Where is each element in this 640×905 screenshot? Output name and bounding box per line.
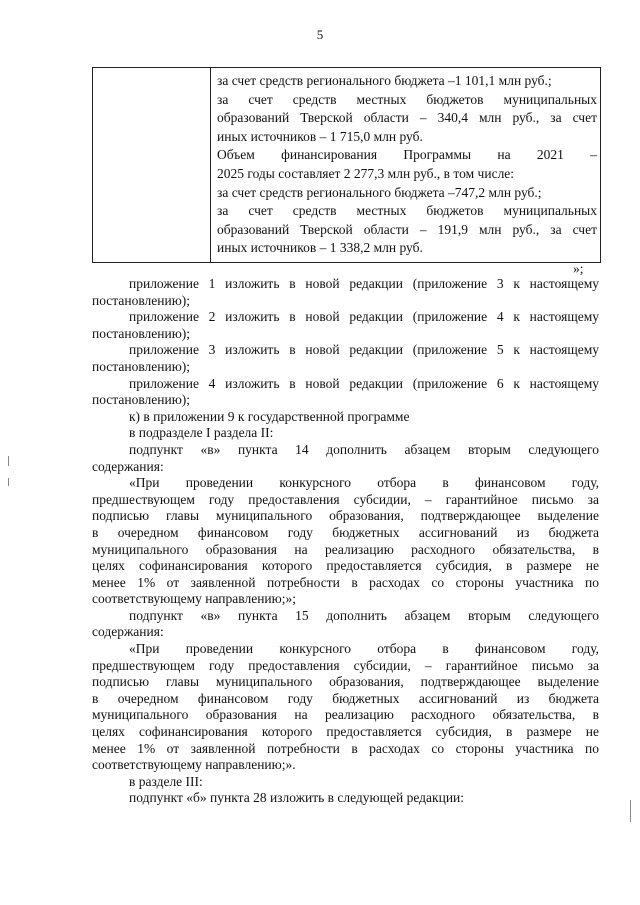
paragraph-line: «При проведении конкурсного отбора в финансовом году, xyxy=(129,475,599,491)
paragraph-line: постановлению); xyxy=(92,292,191,308)
paragraph-line: муниципального образования на реализацию расходного обязательства, в xyxy=(92,541,599,557)
page-number: 5 xyxy=(316,27,324,42)
paragraph-line: менее 1% от заявленной потребности в расходах со стороны участника по xyxy=(92,740,599,756)
paragraph-line: подписью главы муниципального образования, подтверждающее выделение xyxy=(92,508,599,524)
paragraph-line: постановлению); xyxy=(92,358,191,374)
paragraph-line: предшествующем году предоставления субсидии, – гарантийное письмо за xyxy=(92,491,599,507)
paragraph-line: в подразделе I раздела II: xyxy=(129,425,274,441)
document-body xyxy=(92,276,599,807)
table-cell-line: образований Тверской области – 340,4 млн руб., за счет xyxy=(217,110,597,126)
table-cell-line: Объем финансирования Программы на 2021 – xyxy=(217,147,597,163)
table-cell-line: за счет средств регионального бюджета –747,2 млн руб.; xyxy=(217,184,542,200)
paragraph-line: в разделе III: xyxy=(129,773,203,789)
table-cell-line: 2025 годы составляет 2 277,3 млн руб., в том числе: xyxy=(217,165,515,181)
paragraph-line: приложение 4 изложить в новой редакции (приложение 6 к настоящему xyxy=(129,375,599,391)
table-cell-line: иных источников – 1 715,0 млн руб. xyxy=(217,128,423,144)
paragraph-line: к) в приложении 9 к государственной программе xyxy=(129,408,410,424)
table-column-divider xyxy=(210,68,211,262)
table-cell-line: за счет средств регионального бюджета –1 101,1 млн руб.; xyxy=(217,73,552,88)
table-cell-line: за счет средств местных бюджетов муниципальных xyxy=(217,203,597,219)
paragraph-line: в очередном финансовом году бюджетных ассигнований из бюджета xyxy=(92,524,599,540)
scan-margin-mark xyxy=(8,456,9,466)
paragraph-line: приложение 3 изложить в новой редакции (приложение 5 к настоящему xyxy=(129,342,599,358)
paragraph-line: приложение 2 изложить в новой редакции (приложение 4 к настоящему xyxy=(129,309,599,325)
paragraph-line: «При проведении конкурсного отбора в финансовом году, xyxy=(129,641,599,657)
paragraph-line: соответствующему направлению;». xyxy=(92,757,296,773)
paragraph-line: в очередном финансовом году бюджетных ассигнований из бюджета xyxy=(92,690,599,706)
paragraph-line: подпункт «в» пункта 14 дополнить абзацем вторым следующего xyxy=(129,441,599,457)
table-cell-financing xyxy=(217,72,597,258)
paragraph-line: содержания: xyxy=(92,458,164,474)
paragraph-line: содержания: xyxy=(92,624,164,640)
scan-margin-mark xyxy=(630,800,631,822)
paragraph-line: постановлению); xyxy=(92,325,191,341)
paragraph-line: подпункт «б» пункта 28 изложить в следующей редакции: xyxy=(129,790,465,806)
paragraph-line: подпункт «в» пункта 15 дополнить абзацем вторым следующего xyxy=(129,607,599,623)
paragraph-line: целях софинансирования которого предоставляется субсидия, в размере не xyxy=(92,724,599,740)
paragraph-line: постановлению); xyxy=(92,392,191,408)
paragraph-line: менее 1% от заявленной потребности в расходах со стороны участника по xyxy=(92,574,599,590)
paragraph-line: соответствующему направлению;»; xyxy=(92,591,296,607)
paragraph-line: предшествующем году предоставления субсидии, – гарантийное письмо за xyxy=(92,657,599,673)
paragraph-line: приложение 1 изложить в новой редакции (приложение 3 к настоящему xyxy=(129,276,599,291)
quote-close-mark: »; xyxy=(573,261,584,276)
paragraph-line: целях софинансирования которого предоставляется субсидия, в размере не xyxy=(92,558,599,574)
scan-margin-mark xyxy=(8,478,9,486)
table-cell-line: за счет средств местных бюджетов муниципальных xyxy=(217,91,597,107)
paragraph-line: муниципального образования на реализацию расходного обязательства, в xyxy=(92,707,599,723)
table-cell-line: образований Тверской области – 191,9 млн руб., за счет xyxy=(217,221,597,237)
program-table xyxy=(92,67,601,263)
paragraph-line: подписью главы муниципального образования, подтверждающее выделение xyxy=(92,674,599,690)
table-cell-line: иных источников – 1 338,2 млн руб. xyxy=(217,240,423,256)
